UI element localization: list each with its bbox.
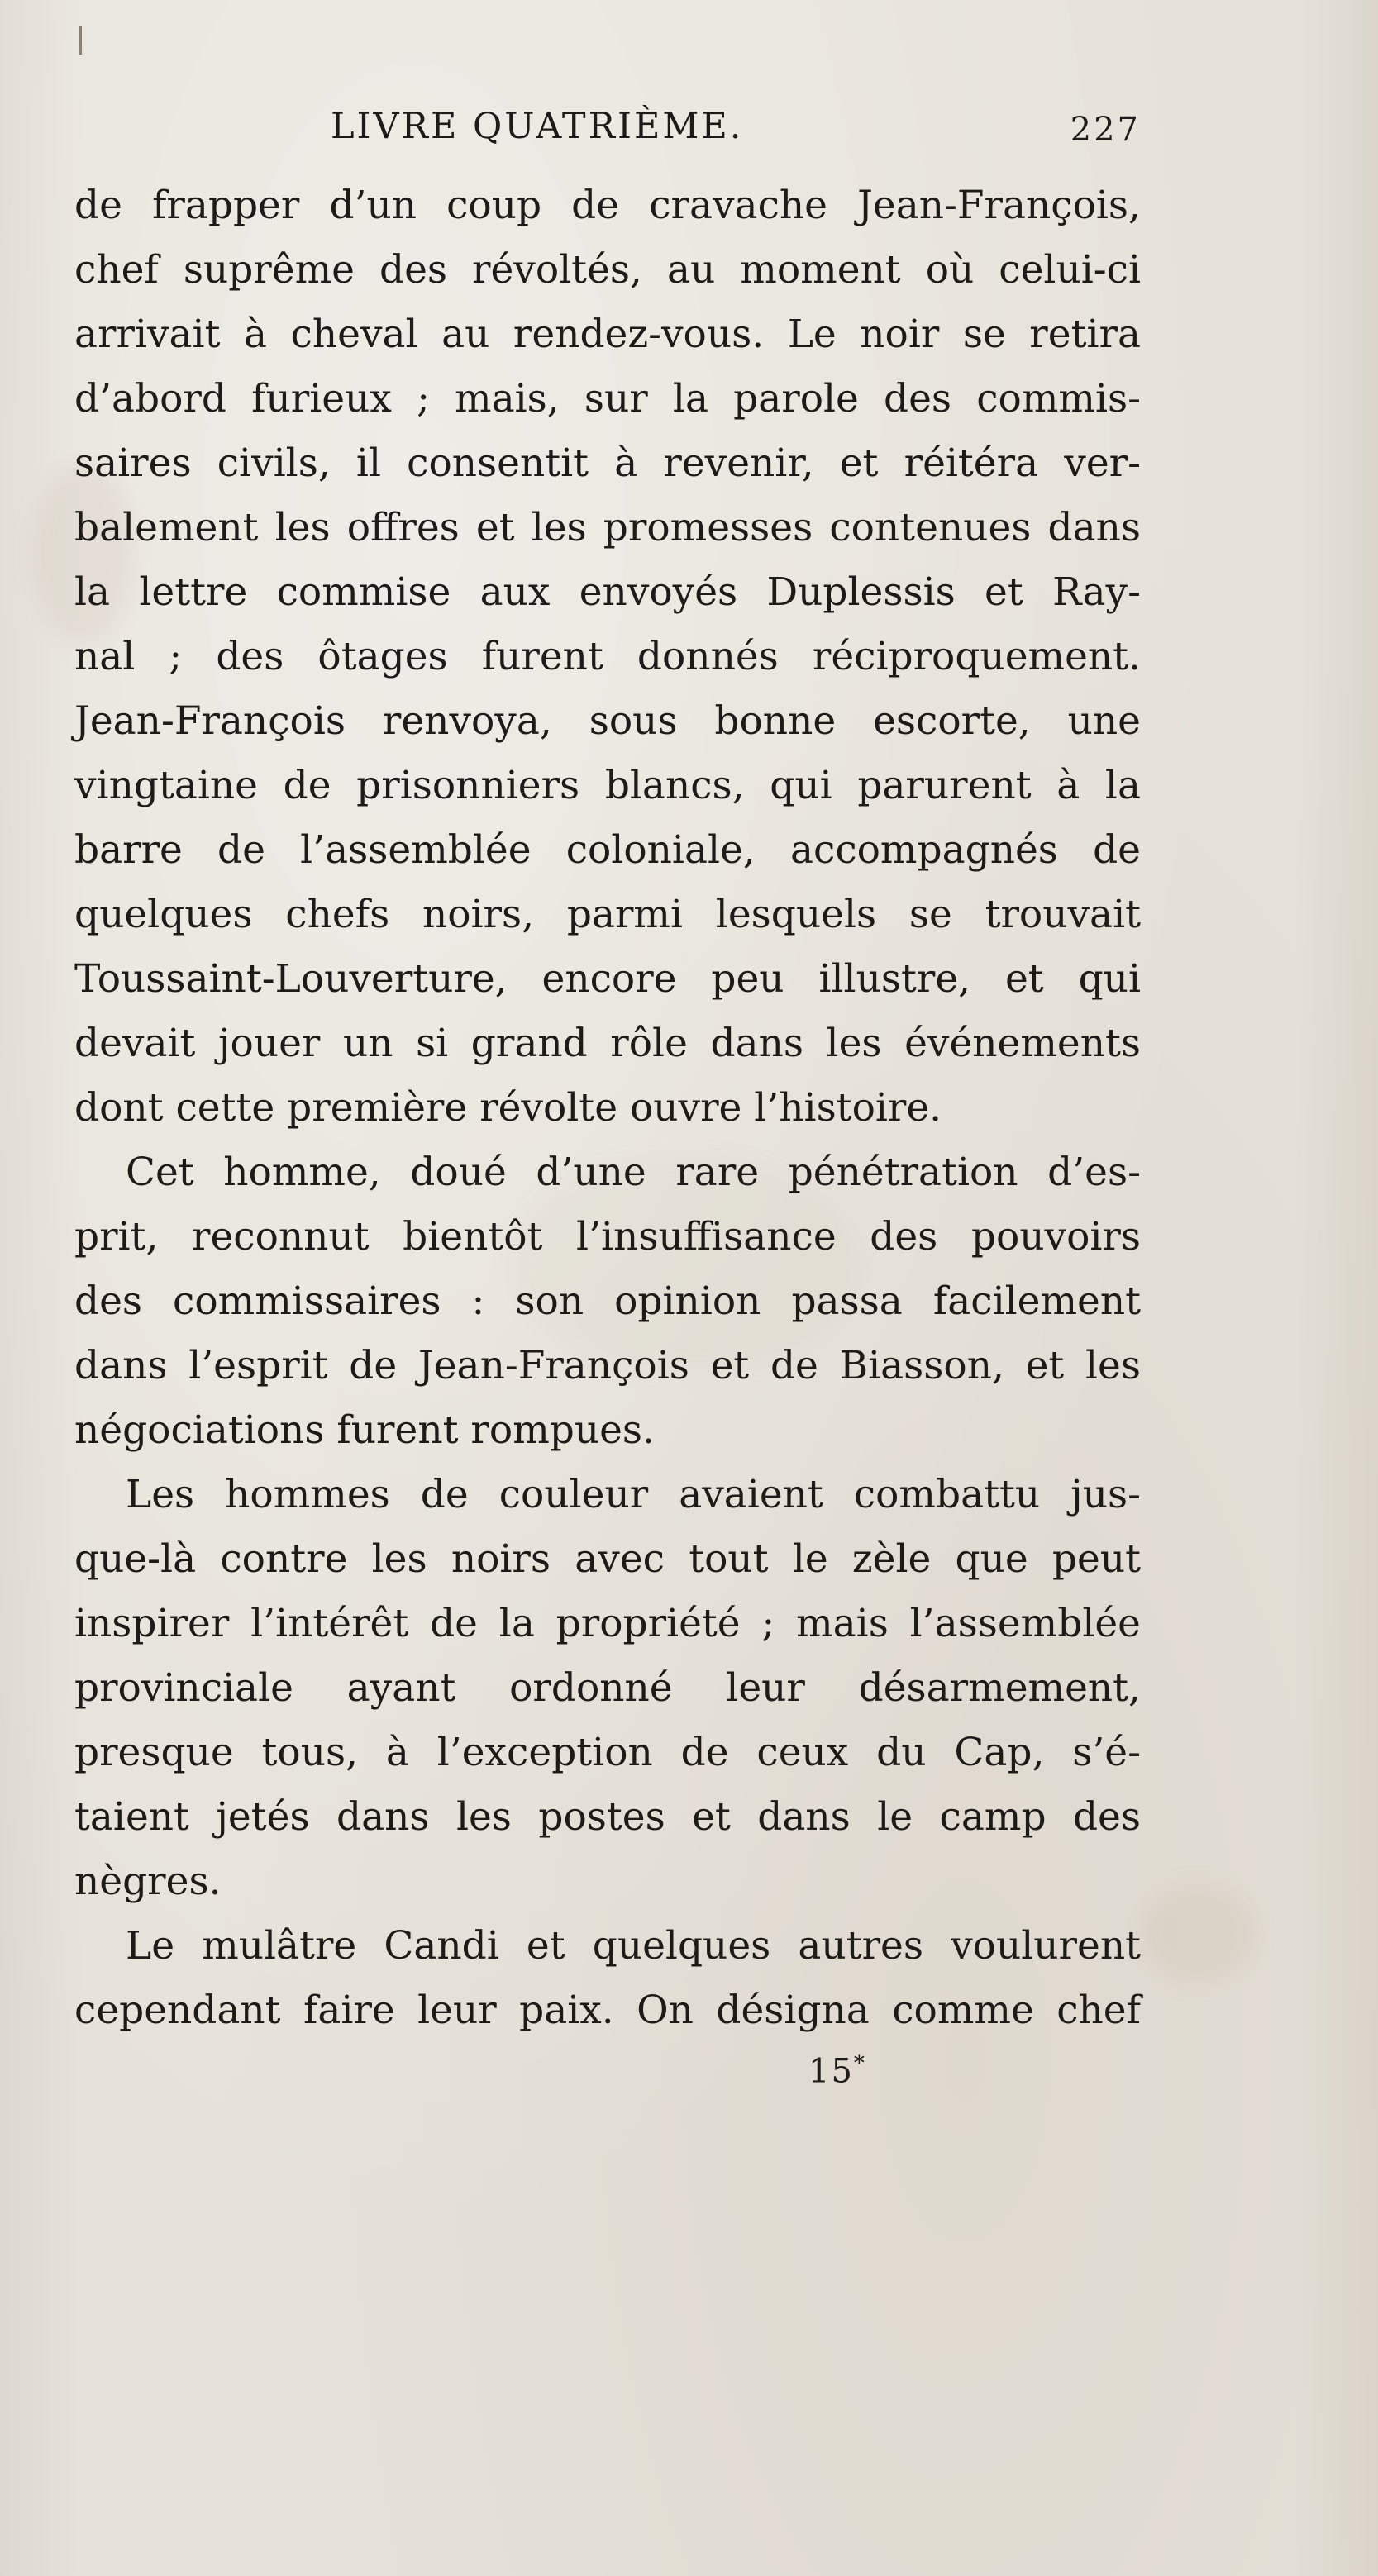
text-line: provinciale ayant ordonné leur désarmement, <box>74 1665 1141 1711</box>
text-line: que-là contre les noirs avec tout le zèle que peut <box>74 1536 1141 1582</box>
text-line: prit, reconnut bientôt l’insuffisance des pouvoirs <box>74 1214 1141 1259</box>
text-line: balement les offres et les promesses contenues dans <box>74 505 1141 550</box>
running-head <box>74 106 1141 172</box>
text-line: nal ; des ôtages furent donnés réciproquement. <box>74 634 1141 679</box>
text-line: saires civils, il consentit à revenir, et réitéra ver- <box>74 440 1141 486</box>
text-line: la lettre commise aux envoyés Duplessis et Ray- <box>74 569 1141 615</box>
text-line: quelques chefs noirs, parmi lesquels se trouvait <box>74 892 1141 937</box>
text-line: barre de l’assemblée coloniale, accompagnés de <box>74 827 1141 873</box>
text-line: vingtaine de prisonniers blancs, qui parurent à la <box>74 763 1141 808</box>
text-line: Les hommes de couleur avaient combattu jus- <box>126 1472 1141 1517</box>
text-line: dont cette première révolte ouvre l’histoire. <box>74 1085 942 1131</box>
text-line: d’abord furieux ; mais, sur la parole des commis- <box>74 376 1141 421</box>
text-line: négociations furent rompues. <box>74 1407 655 1453</box>
paper-mark <box>79 26 82 55</box>
paper-stain <box>1141 1884 1256 1983</box>
text-line: Le mulâtre Candi et quelques autres voulurent <box>126 1923 1141 1969</box>
text-line: des commissaires : son opinion passa facilement <box>74 1278 1141 1324</box>
text-line: presque tous, à l’exception de ceux du Cap, s’é- <box>74 1730 1141 1775</box>
page-number: 227 <box>1070 111 1141 149</box>
text-line: Jean-François renvoya, sous bonne escorte, une <box>74 698 1141 744</box>
text-line: Toussaint-Louverture, encore peu illustre, et qui <box>74 956 1141 1002</box>
text-line: dans l’esprit de Jean-François et de Biasson, et les <box>74 1343 1141 1388</box>
signature-mark <box>808 2051 866 2090</box>
text-line: taient jetés dans les postes et dans le camp des <box>74 1794 1141 1840</box>
body-text <box>74 174 1141 2043</box>
text-line: Cet homme, doué d’une rare pénétration d’es- <box>126 1150 1141 1195</box>
text-line: inspirer l’intérêt de la propriété ; mais l’assemblée <box>74 1601 1141 1646</box>
signature-asterisk: * <box>853 2051 866 2076</box>
text-line: arrivait à cheval au rendez-vous. Le noir se retira <box>74 312 1141 357</box>
text-line: de frapper d’un coup de cravache Jean-François, <box>74 183 1141 228</box>
text-line: nègres. <box>74 1859 222 1904</box>
running-title: LIVRE QUATRIÈME. <box>331 106 744 147</box>
text-line: devait jouer un si grand rôle dans les événements <box>74 1021 1141 1066</box>
signature-number: 15 <box>808 2052 854 2091</box>
text-line: cependant faire leur paix. On désigna comme chef <box>74 1988 1141 2033</box>
text-line: chef suprême des révoltés, au moment où celui-ci <box>74 247 1141 293</box>
